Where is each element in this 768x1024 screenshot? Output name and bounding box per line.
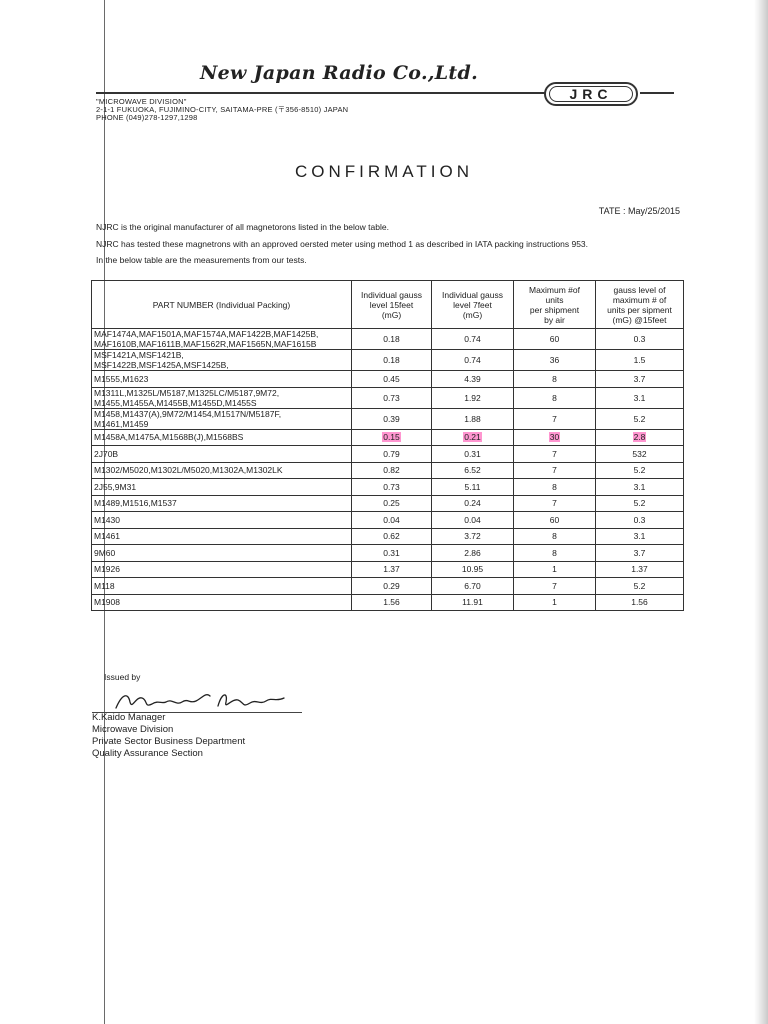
part-number-cell (92, 462, 352, 479)
table-row (92, 578, 684, 595)
header-gauss-7ft (432, 281, 514, 329)
jrc-logo-text: JRC (549, 86, 633, 102)
part-number-cell (92, 329, 352, 350)
gauss-max-units-cell (596, 429, 684, 446)
gauss-15ft-value: 0.73 (383, 392, 400, 403)
part-number-cell (92, 350, 352, 371)
table-row (92, 512, 684, 529)
company-address: 2-1-1 FUKUOKA, FUJIMINO-CITY, SAITAMA-PRE (〒356-8510) JAPAN (96, 105, 349, 114)
gauss-7ft-cell (432, 429, 514, 446)
gauss-max-units-cell (596, 545, 684, 562)
max-units-cell (514, 578, 596, 595)
gauss-max-units-value: 1.37 (631, 564, 648, 575)
gauss-max-units-cell (596, 561, 684, 578)
gauss-max-units-cell (596, 578, 684, 595)
gauss-15ft-value: 0.15 (383, 432, 400, 443)
max-units-cell (514, 387, 596, 408)
gauss-max-units-cell (596, 371, 684, 388)
gauss-15ft-value: 1.37 (383, 564, 400, 575)
part-number-line: M1461 (94, 531, 120, 542)
max-units-value: 30 (549, 432, 560, 443)
gauss-15ft-cell (352, 512, 432, 529)
header-line: (mG) (381, 309, 402, 320)
gauss-15ft-value: 0.45 (383, 373, 400, 384)
gauss-max-units-cell (596, 479, 684, 496)
max-units-value: 8 (552, 481, 557, 492)
gauss-7ft-value: 0.21 (464, 432, 481, 443)
gauss-max-units-value: 3.1 (633, 531, 646, 542)
intro-line: In the below table are the measurements from our tests. (96, 255, 307, 265)
magnetron-table (91, 280, 684, 611)
gauss-7ft-cell (432, 545, 514, 562)
gauss-7ft-value: 0.74 (464, 355, 481, 365)
header-line: units per sipment (607, 304, 672, 315)
gauss-7ft-cell (432, 462, 514, 479)
header-line: (mG) (462, 309, 483, 320)
part-number-cell (92, 429, 352, 446)
part-number-cell (92, 479, 352, 496)
gauss-7ft-cell (432, 329, 514, 350)
gauss-15ft-cell (352, 429, 432, 446)
gauss-max-units-value: 2.8 (633, 432, 646, 443)
gauss-7ft-value: 10.95 (461, 564, 484, 575)
signer-line: K.Kaido Manager (92, 712, 166, 723)
gauss-15ft-cell (352, 350, 432, 371)
table-header-row (92, 281, 684, 329)
header-line: units (545, 294, 564, 305)
header-line: gauss level of (613, 284, 666, 295)
header-line: maximum # of (612, 294, 667, 305)
table-row (92, 594, 684, 611)
gauss-15ft-cell (352, 594, 432, 611)
gauss-7ft-value: 0.31 (464, 448, 481, 459)
header-line: Maximum #of (528, 284, 580, 295)
header-line: level 15feet (369, 299, 414, 310)
part-number-line: M1311L,M1325L/M5187,M1325LC/M5187,9M72, (94, 387, 280, 398)
gauss-7ft-value: 1.92 (464, 392, 481, 403)
gauss-7ft-cell (432, 371, 514, 388)
part-number-line: MAF1610B,MAF1611B,MAF1562R,MAF1565N,MAF1615B (94, 339, 317, 349)
document-date: TATE : May/25/2015 (598, 206, 680, 216)
max-units-cell (514, 350, 596, 371)
part-number-cell (92, 408, 352, 429)
gauss-15ft-cell (352, 387, 432, 408)
max-units-cell (514, 495, 596, 512)
part-number-cell (92, 512, 352, 529)
table-row (92, 371, 684, 388)
gauss-15ft-cell (352, 528, 432, 545)
gauss-15ft-cell (352, 462, 432, 479)
part-number-line: M1489,M1516,M1537 (94, 498, 177, 509)
gauss-15ft-value: 0.29 (383, 580, 400, 591)
table-row (92, 528, 684, 545)
max-units-value: 7 (552, 580, 557, 591)
part-number-cell (92, 387, 352, 408)
gauss-15ft-value: 0.31 (383, 547, 400, 558)
part-number-line: MAF1474A,MAF1501A,MAF1574A,MAF1422B,MAF1425B, (94, 329, 319, 339)
max-units-value: 7 (552, 465, 557, 476)
max-units-cell (514, 545, 596, 562)
gauss-max-units-cell (596, 350, 684, 371)
header-rule (96, 92, 546, 94)
max-units-cell (514, 446, 596, 463)
intro-line: NJRC has tested these magnetrons with an approved oersted meter using method 1 as described in IATA packing instructions 953. (96, 239, 589, 249)
gauss-15ft-value: 0.25 (383, 498, 400, 509)
part-number-line: 2J70B (94, 448, 119, 459)
signer-line: Microwave Division (92, 724, 174, 735)
gauss-max-units-value: 3.7 (633, 547, 646, 558)
gauss-max-units-cell (596, 387, 684, 408)
header-line: level 7feet (453, 299, 492, 310)
gauss-max-units-value: 3.7 (633, 373, 646, 384)
max-units-value: 8 (552, 531, 557, 542)
division-name: "MICROWAVE DIVISION" (96, 97, 187, 106)
max-units-value: 8 (552, 547, 557, 558)
gauss-max-units-value: 5.2 (633, 465, 646, 476)
part-number-line: M1555,M1623 (94, 373, 149, 384)
jrc-logo (544, 82, 638, 106)
document-title: CONFIRMATION (294, 162, 473, 181)
gauss-7ft-value: 3.72 (464, 531, 481, 542)
table-row (92, 429, 684, 446)
part-number-line: M118 (94, 580, 115, 591)
gauss-15ft-value: 0.18 (383, 334, 400, 344)
part-number-cell (92, 561, 352, 578)
gauss-7ft-cell (432, 561, 514, 578)
max-units-cell (514, 594, 596, 611)
part-number-line: M1908 (94, 597, 120, 608)
max-units-cell (514, 371, 596, 388)
max-units-value: 1 (552, 597, 557, 608)
gauss-max-units-value: 0.3 (633, 334, 646, 344)
part-number-line: M1430 (94, 514, 120, 525)
gauss-15ft-value: 0.62 (383, 531, 400, 542)
header-line: Individual gauss (361, 289, 422, 300)
gauss-15ft-cell (352, 545, 432, 562)
gauss-7ft-cell (432, 446, 514, 463)
table-row (92, 387, 684, 408)
gauss-15ft-value: 0.39 (383, 413, 400, 424)
intro-line: NJRC is the original manufacturer of all magnetorons listed in the below table. (96, 222, 389, 232)
max-units-value: 36 (549, 355, 560, 365)
table-row (92, 495, 684, 512)
gauss-max-units-value: 3.1 (633, 392, 646, 403)
header-rule-right (640, 92, 674, 94)
part-number-cell (92, 545, 352, 562)
gauss-7ft-value: 6.70 (464, 580, 481, 591)
max-units-cell (514, 479, 596, 496)
gauss-max-units-value: 5.2 (633, 580, 646, 591)
gauss-15ft-cell (352, 479, 432, 496)
gauss-max-units-cell (596, 512, 684, 529)
gauss-7ft-value: 11.91 (462, 597, 483, 608)
part-number-cell (92, 495, 352, 512)
table-row (92, 408, 684, 429)
part-number-cell (92, 446, 352, 463)
part-number-cell (92, 578, 352, 595)
part-number-line: M1302/M5020,M1302L/M5020,M1302A,M1302LK (94, 465, 283, 476)
gauss-15ft-value: 1.56 (383, 597, 400, 608)
max-units-value: 7 (552, 498, 557, 509)
part-number-line: 2J55,9M31 (94, 481, 137, 492)
gauss-max-units-value: 0.3 (633, 514, 646, 525)
header-line: per shipment (529, 304, 580, 315)
gauss-max-units-cell (596, 329, 684, 350)
gauss-max-units-value: 5.2 (633, 498, 646, 509)
header-max-units (514, 281, 596, 329)
max-units-value: 60 (549, 334, 560, 344)
gauss-7ft-value: 0.04 (464, 514, 481, 525)
gauss-max-units-value: 5.2 (633, 413, 646, 424)
issued-by-label: Issued by (104, 672, 141, 682)
part-number-line: M1458A,M1475A,M1568B(J),M1568BS (94, 432, 244, 443)
gauss-15ft-value: 0.04 (383, 514, 400, 525)
gauss-7ft-cell (432, 479, 514, 496)
gauss-max-units-cell (596, 462, 684, 479)
gauss-7ft-value: 1.88 (464, 413, 481, 424)
part-number-line: M1458,M1437(A),9M72/M1454,M1517N/M5187F, (94, 408, 282, 419)
gauss-7ft-cell (432, 578, 514, 595)
gauss-max-units-cell (596, 446, 684, 463)
part-number-line: M1926 (94, 564, 120, 575)
scan-edge-shadow (754, 0, 768, 1024)
gauss-7ft-value: 2.86 (464, 547, 481, 558)
gauss-15ft-cell (352, 561, 432, 578)
gauss-max-units-value: 1.56 (631, 597, 648, 608)
company-phone: PHONE (049)278-1297,1298 (96, 113, 198, 122)
header-line: Individual gauss (442, 289, 503, 300)
gauss-max-units-cell (596, 408, 684, 429)
header-part-number: PART NUMBER (Individual Packing) (92, 281, 352, 329)
gauss-7ft-value: 0.24 (464, 498, 481, 509)
part-number-cell (92, 371, 352, 388)
max-units-value: 60 (549, 514, 560, 525)
gauss-max-units-cell (596, 495, 684, 512)
gauss-7ft-cell (432, 408, 514, 429)
gauss-max-units-cell (596, 528, 684, 545)
gauss-max-units-value: 3.1 (633, 481, 646, 492)
max-units-cell (514, 329, 596, 350)
table-row (92, 545, 684, 562)
gauss-7ft-value: 0.74 (464, 334, 481, 344)
signer-line: Private Sector Business Department (92, 736, 246, 747)
table-row (92, 561, 684, 578)
company-name: New Japan Radio Co.,Ltd. (200, 62, 479, 84)
part-number-cell (92, 528, 352, 545)
gauss-15ft-cell (352, 495, 432, 512)
gauss-7ft-value: 4.39 (464, 373, 481, 384)
table-row (92, 462, 684, 479)
table-row (92, 350, 684, 371)
part-number-line: 9M60 (94, 547, 116, 558)
gauss-15ft-value: 0.79 (383, 448, 400, 459)
gauss-7ft-cell (432, 594, 514, 611)
part-number-line: M1461,M1459 (94, 418, 149, 429)
gauss-15ft-value: 0.18 (383, 355, 400, 365)
gauss-7ft-cell (432, 350, 514, 371)
gauss-max-units-cell (596, 594, 684, 611)
table-body (92, 329, 684, 611)
gauss-15ft-cell (352, 446, 432, 463)
part-number-line: M1455,M1455A,M1455B,M1455D,M1455S (94, 397, 257, 408)
table-row (92, 446, 684, 463)
gauss-15ft-cell (352, 371, 432, 388)
max-units-value: 8 (552, 373, 557, 384)
header-line: (mG) @15feet (612, 314, 667, 325)
part-number-line: MSF1421A,MSF1421B, (94, 350, 184, 360)
header-gauss-max-units (596, 281, 684, 329)
max-units-value: 7 (552, 448, 557, 459)
gauss-max-units-value: 1.5 (633, 355, 646, 365)
part-number-cell (92, 594, 352, 611)
gauss-15ft-value: 0.73 (383, 481, 400, 492)
header-gauss-15ft (352, 281, 432, 329)
max-units-cell (514, 528, 596, 545)
gauss-15ft-cell (352, 578, 432, 595)
max-units-cell (514, 408, 596, 429)
gauss-7ft-cell (432, 512, 514, 529)
table-row (92, 479, 684, 496)
max-units-value: 8 (552, 392, 557, 403)
gauss-15ft-value: 0.82 (383, 465, 400, 476)
signer-line: Quality Assurance Section (92, 748, 203, 759)
max-units-value: 7 (552, 413, 557, 424)
max-units-cell (514, 462, 596, 479)
max-units-value: 1 (552, 564, 557, 575)
gauss-15ft-cell (352, 329, 432, 350)
header-line: by air (544, 314, 565, 325)
gauss-7ft-cell (432, 387, 514, 408)
max-units-cell (514, 429, 596, 446)
gauss-7ft-value: 5.11 (464, 481, 481, 492)
max-units-cell (514, 561, 596, 578)
part-number-line: MSF1422B,MSF1425A,MSF1425B, (94, 360, 229, 370)
max-units-cell (514, 512, 596, 529)
table-row (92, 329, 684, 350)
gauss-7ft-value: 6.52 (464, 465, 481, 476)
gauss-15ft-cell (352, 408, 432, 429)
gauss-7ft-cell (432, 528, 514, 545)
gauss-max-units-value: 532 (632, 448, 647, 459)
gauss-7ft-cell (432, 495, 514, 512)
